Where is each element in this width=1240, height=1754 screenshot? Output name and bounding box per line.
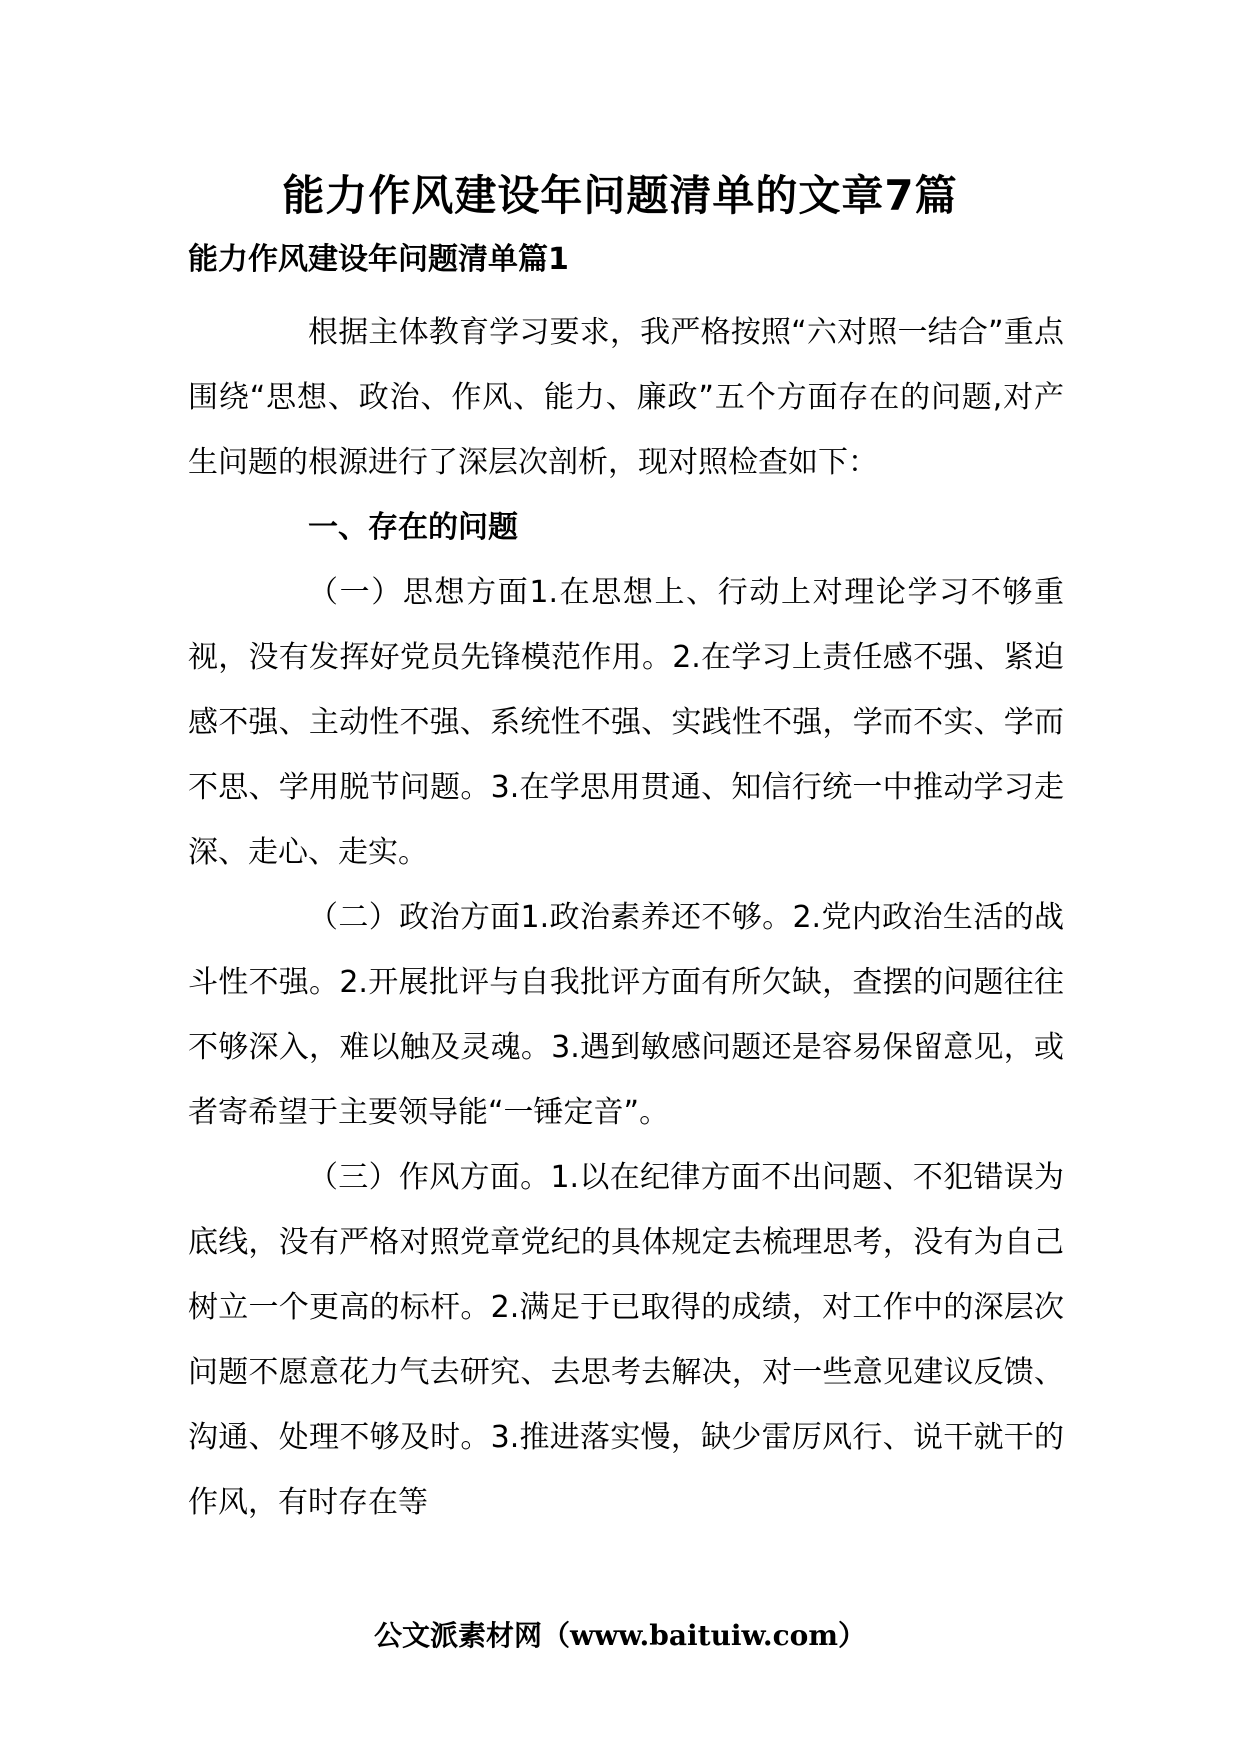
paragraph-politics: （二）政治方面1.政治素养还不够。2.党内政治生活的战斗性不强。2.开展批评与自我批评方面有所欠缺，查摆的问题往往不够深入，难以触及灵魂。3.遇到敏感问题还是容易保留意见，或者寄希望于主要领导能“一锤定音”。	[188, 900, 1064, 1130]
subsection-heading: 一、存在的问题	[308, 510, 518, 545]
paragraph-work-style: （三）作风方面。1.以在纪律方面不出问题、不犯错误为底线，没有严格对照党章党纪的具体规定去梳理思考，没有为自己树立一个更高的标杆。2.满足于已取得的成绩，对工作中的深层次问题不愿意花力气去研究、去思考去解决，对一些意见建议反馈、沟通、处理不够及时。3.推进落实慢，缺少雷厉风行、说干就干的作风，有时存在等	[188, 1160, 1064, 1520]
section-heading: 能力作风建设年问题清单篇1	[188, 242, 569, 277]
paragraph-ideology: （一）思想方面1.在思想上、行动上对理论学习不够重视，没有发挥好党员先锋模范作用。2.在学习上责任感不强、紧迫感不强、主动性不强、系统性不强、实践性不强，学而不实、学而不思、学用脱节问题。3.在学思用贯通、知信行统一中推动学习走深、走心、走实。	[188, 575, 1064, 870]
document-title: 能力作风建设年问题清单的文章7篇	[282, 171, 958, 220]
intro-paragraph: 根据主体教育学习要求，我严格按照“六对照一结合”重点围绕“思想、政治、作风、能力、廉政”五个方面存在的问题,对产生问题的根源进行了深层次剖析，现对照检查如下：	[188, 315, 1064, 480]
footer-watermark: 公文派素材网（www.baituiw.com）	[374, 1619, 866, 1652]
document-body	[188, 300, 1064, 1535]
